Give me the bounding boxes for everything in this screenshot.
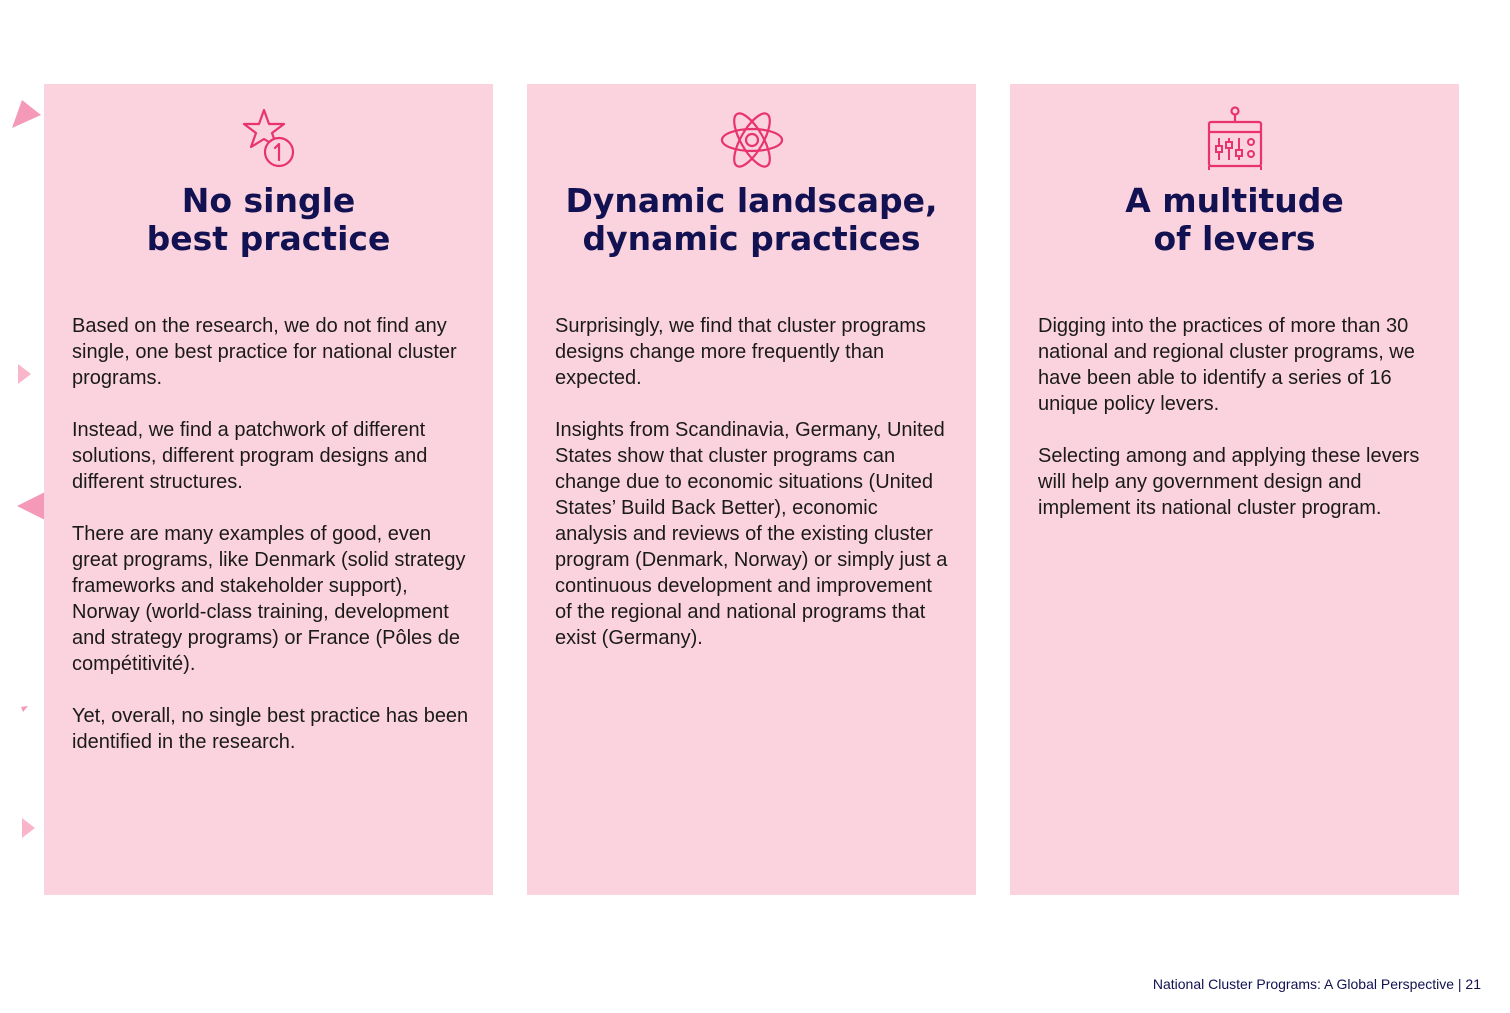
card-multitude-of-levers <box>1010 84 1459 895</box>
decorative-triangle <box>21 706 29 714</box>
card-no-single-best-practice <box>44 84 493 895</box>
card-title-line: dynamic practices <box>582 219 921 258</box>
card-paragraph: Based on the research, we do not find any single, one best practice for national cluster programs. <box>72 315 457 389</box>
card-title <box>527 182 976 258</box>
atom-icon <box>716 104 788 176</box>
card-title-line: Dynamic landscape, <box>565 181 938 220</box>
decorative-triangle <box>17 492 47 522</box>
card-title-line: A multitude <box>1125 181 1344 220</box>
decorative-triangle <box>21 818 37 838</box>
star-one-icon <box>233 104 305 176</box>
card-paragraph: Surprisingly, we find that cluster programs designs change more frequently than expected. <box>555 315 926 389</box>
decorative-triangle <box>12 100 42 130</box>
card-title <box>1010 182 1459 258</box>
card-title <box>44 182 493 258</box>
card-title-line: best practice <box>146 219 391 258</box>
card-paragraph: Instead, we find a patchwork of different solutions, different program designs and different structures. <box>72 419 428 493</box>
card-title-line: No single <box>181 181 356 220</box>
card-dynamic-landscape <box>527 84 976 895</box>
card-paragraph: Yet, overall, no single best practice has been identified in the research. <box>72 705 469 753</box>
card-body <box>72 313 469 781</box>
card-paragraph: There are many examples of good, even great programs, like Denmark (solid strategy frameworks and stakeholder support), Norway (world-class training, development and strategy programs) or France (Pôles de compétitivité). <box>72 523 466 675</box>
card-paragraph: Digging into the practices of more than 30 national and regional cluster programs, we have been able to identify a series of 16 unique policy levers. <box>1038 315 1415 415</box>
card-body <box>555 313 952 677</box>
card-paragraph: Selecting among and applying these levers will help any government design and implement its national cluster program. <box>1038 445 1420 519</box>
card-body <box>1038 313 1435 547</box>
decorative-triangle <box>17 364 33 384</box>
card-paragraph: Insights from Scandinavia, Germany, United States show that cluster programs can change due to economic situations (United States’ Build Back Better), economic analysis and reviews of the existing cluster program (Denmark, Norway) or simply just a continuous development and improvement of the regional and national programs that exist (Germany). <box>555 419 948 649</box>
page-footer: National Cluster Programs: A Global Perspective | 21 <box>1152 976 1481 992</box>
control-panel-icon <box>1199 104 1271 176</box>
card-title-line: of levers <box>1153 219 1316 258</box>
